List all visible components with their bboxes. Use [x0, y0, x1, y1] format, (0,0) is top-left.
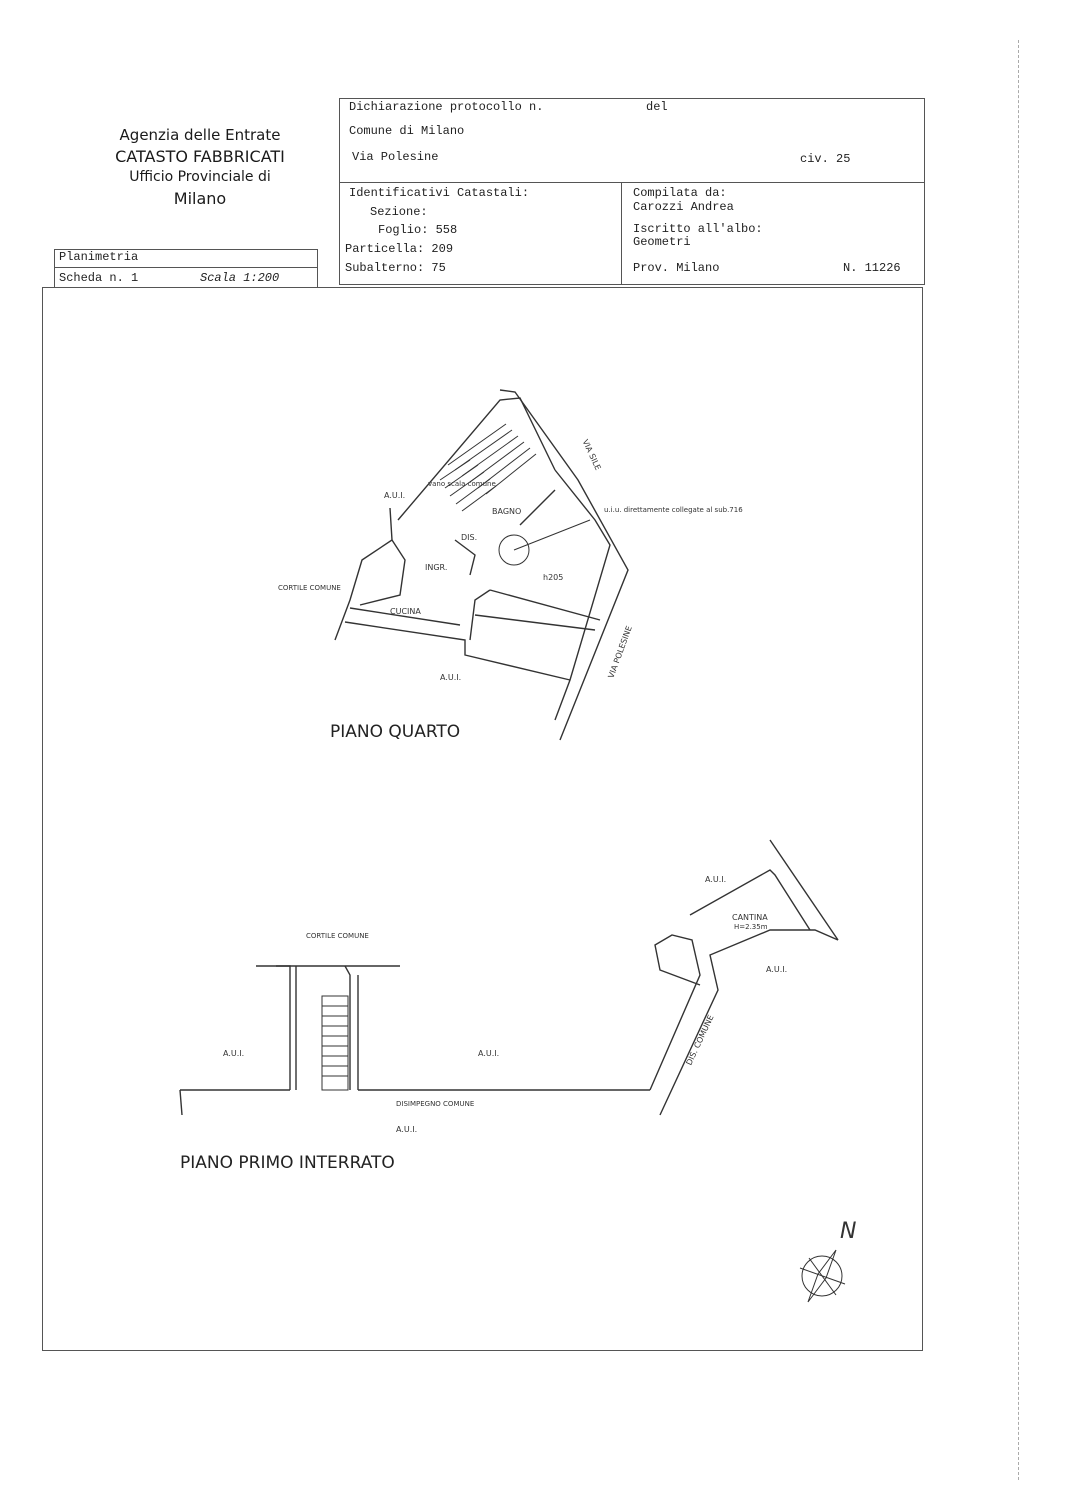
label-aui-topright: A.U.I. — [705, 875, 727, 884]
via-text: Via Polesine — [352, 150, 439, 164]
north-label: N — [840, 1219, 857, 1244]
register-number: N. 11226 — [843, 261, 901, 275]
piano-interrato-title: PIANO PRIMO INTERRATO — [180, 1153, 395, 1173]
label-dis: DIS. — [461, 533, 478, 542]
label-disimpegno: DISIMPEGNO COMUNE — [396, 1100, 475, 1108]
label-bagno: BAGNO — [492, 507, 522, 516]
planimetria-label: Planimetria — [59, 250, 139, 264]
label-cantina-h: H=2.35m — [734, 923, 768, 931]
sezione: Sezione: — [370, 205, 428, 219]
label-aui-right: A.U.I. — [766, 965, 788, 974]
piano-quarto-title: PIANO QUARTO — [330, 722, 461, 742]
label-via-polesine: VIA POLESINE — [606, 624, 634, 680]
subalterno: Subalterno: 75 — [345, 261, 446, 275]
label-ingr: INGR. — [425, 563, 448, 572]
label-aui-top: A.U.I. — [384, 491, 406, 500]
label-aui-bottom: A.U.I. — [440, 673, 462, 682]
label-cortile-basement: CORTILE COMUNE — [306, 932, 369, 940]
agency-name: Agenzia delle Entrate — [119, 126, 281, 144]
label-aui-left: A.U.I. — [223, 1049, 245, 1058]
agency-city: Milano — [173, 189, 227, 208]
del-label: del — [646, 100, 668, 114]
province: Prov. Milano — [633, 261, 720, 275]
label-dis-comune: DIS. COMUNE — [684, 1013, 716, 1067]
agency-office: Ufficio Provinciale di — [129, 169, 271, 185]
label-vano-scala: vano scala comune — [428, 480, 496, 488]
label-aui-basement-bottom: A.U.I. — [396, 1125, 418, 1134]
label-cucina: CUCINA — [390, 607, 421, 616]
identifiers-title: Identificativi Catastali: — [349, 186, 530, 200]
label-aui-mid: A.U.I. — [478, 1049, 500, 1058]
plan-basement — [180, 840, 838, 1115]
scheda-label: Scheda n. 1 — [59, 271, 139, 285]
label-cantina: CANTINA — [732, 913, 768, 922]
scala-label: Scala 1:200 — [200, 271, 280, 285]
protocol-label: Dichiarazione protocollo n. — [349, 100, 544, 114]
foglio: Foglio: 558 — [378, 223, 458, 237]
albo-value: Geometri — [633, 235, 691, 249]
agency-catasto: CATASTO FABBRICATI — [115, 147, 285, 166]
label-uiu-note: u.i.u. direttamente collegate al sub.716 — [604, 506, 743, 514]
compiled-by-label: Compilata da: — [633, 186, 727, 200]
compass-rose — [800, 1250, 845, 1302]
compiler-name: Carozzi Andrea — [633, 200, 734, 214]
particella: Particella: 209 — [345, 242, 454, 256]
label-h205: h205 — [543, 573, 564, 582]
label-cortile: CORTILE COMUNE — [278, 584, 341, 592]
comune-text: Comune di Milano — [349, 124, 465, 138]
albo-label: Iscritto all'albo: — [633, 222, 763, 236]
label-via-sile: VIA SILE — [580, 437, 603, 472]
civ-text: civ. 25 — [800, 152, 851, 166]
